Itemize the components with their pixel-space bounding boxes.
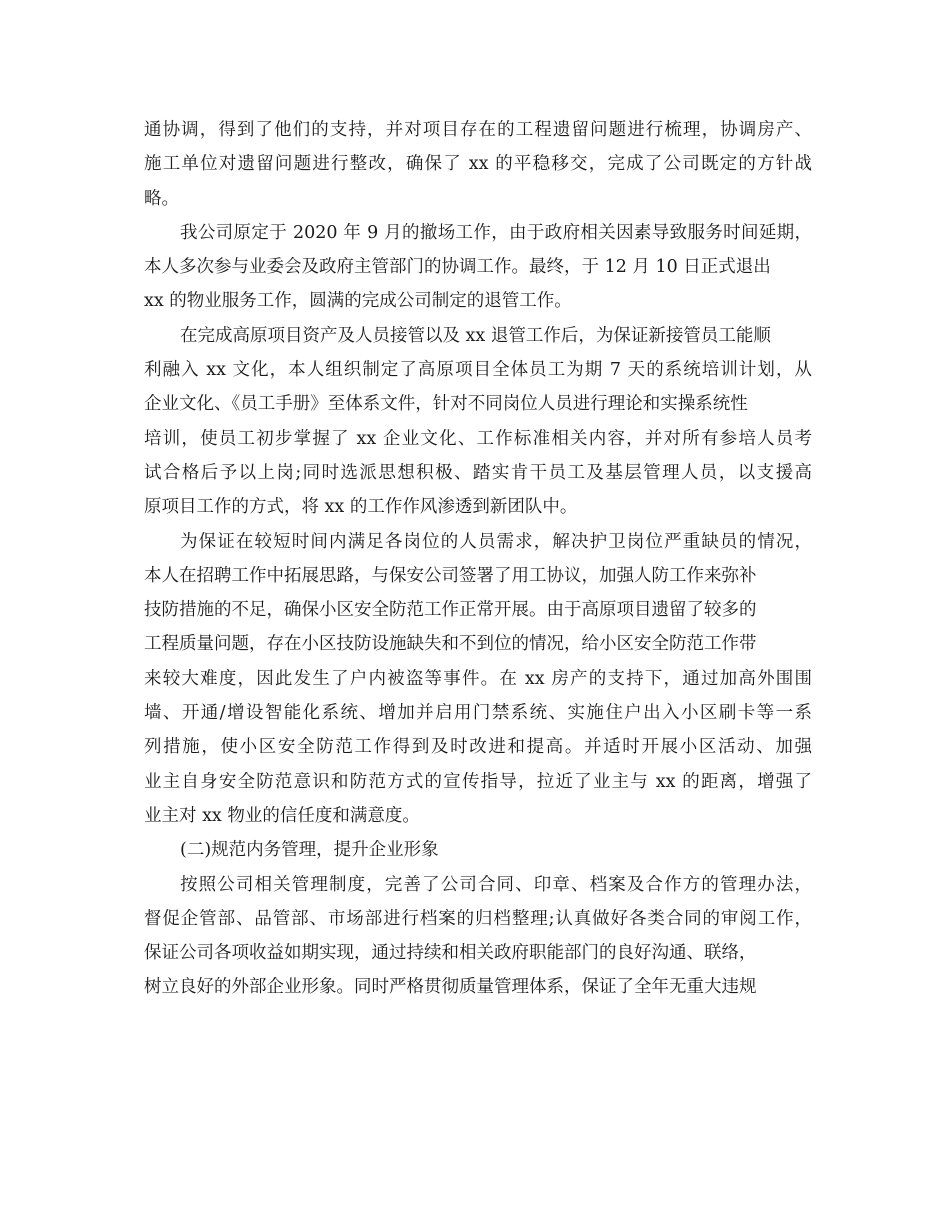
- text-line: 略。: [144, 188, 179, 209]
- text-line: 在完成高原项目资产及人员接管以及 xx 退管工作后，为保证新接管员工能顺: [180, 325, 771, 346]
- text-line: (二)规范内务管理，提升企业形象: [180, 840, 439, 861]
- text-line: 墙、开通/增设智能化系统、增加并启用门禁系统、实施住户出入小区刷卡等一系: [144, 703, 812, 724]
- text-line: 施工单位对遗留问题进行整改，确保了 xx 的平稳移交，完成了公司既定的方针战: [144, 154, 812, 175]
- text-line: 业主对 xx 物业的信任度和满意度。: [144, 805, 420, 826]
- text-line: 保证公司各项收益如期实现，通过持续和相关政府职能部门的良好沟通、联络，: [144, 943, 757, 964]
- text-line: 督促企管部、品管部、市场部进行档案的归档整理;认真做好各类合同的审阅工作，: [144, 908, 812, 929]
- text-line: 列措施，使小区安全防范工作得到及时改进和提高。并适时开展小区活动、加强: [144, 737, 812, 758]
- text-line: 为保证在较短时间内满足各岗位的人员需求，解决护卫岗位严重缺员的情况，: [180, 531, 812, 552]
- text-line: 试合格后予以上岗;同时选派思想积极、踏实肯干员工及基层管理人员，以支援高: [144, 462, 812, 483]
- text-line: 按照公司相关管理制度，完善了公司合同、印章、档案及合作方的管理办法，: [180, 874, 812, 895]
- text-line: 业主自身安全防范意识和防范方式的宣传指导，拉近了业主与 xx 的距离，增强了: [144, 771, 812, 792]
- text-line: 树立良好的外部企业形象。同时严格贯彻质量管理体系，保证了全年无重大违规: [144, 977, 757, 998]
- text-line: 来较大难度，因此发生了户内被盗等事件。在 xx 房产的支持下，通过加高外围围: [144, 668, 812, 689]
- text-line: 利融入 xx 文化，本人组织制定了高原项目全体员工为期 7 天的系统培训计划，从: [144, 360, 812, 381]
- text-line: xx 的物业服务工作，圆满的完成公司制定的退管工作。: [144, 291, 572, 312]
- document-body: [144, 113, 812, 1005]
- text-line: 原项目工作的方式，将 xx 的工作作风渗透到新团队中。: [144, 497, 578, 518]
- text-line: 本人在招聘工作中拓展思路，与保安公司签署了用工协议，加强人防工作来弥补: [144, 565, 757, 586]
- text-line: 技防措施的不足，确保小区安全防范工作正常开展。由于高原项目遗留了较多的: [144, 600, 757, 621]
- text-line: 企业文化、《员工手册》至体系文件，针对不同岗位人员进行理论和实操系统性: [144, 394, 748, 415]
- text-line: 通协调，得到了他们的支持，并对项目存在的工程遗留问题进行梳理，协调房产、: [144, 120, 812, 140]
- text-line: 培训，使员工初步掌握了 xx 企业文化、工作标准相关内容，并对所有参培人员考: [144, 428, 812, 449]
- text-line: 本人多次参与业委会及政府主管部门的协调工作。最终，于 12 月 10 日正式退出: [144, 257, 771, 278]
- text-line: 工程质量问题，存在小区技防设施缺失和不到位的情况，给小区安全防范工作带: [144, 634, 757, 655]
- text-line: 我公司原定于 2020 年 9 月的撤场工作，由于政府相关因素导致服务时间延期，: [180, 222, 812, 243]
